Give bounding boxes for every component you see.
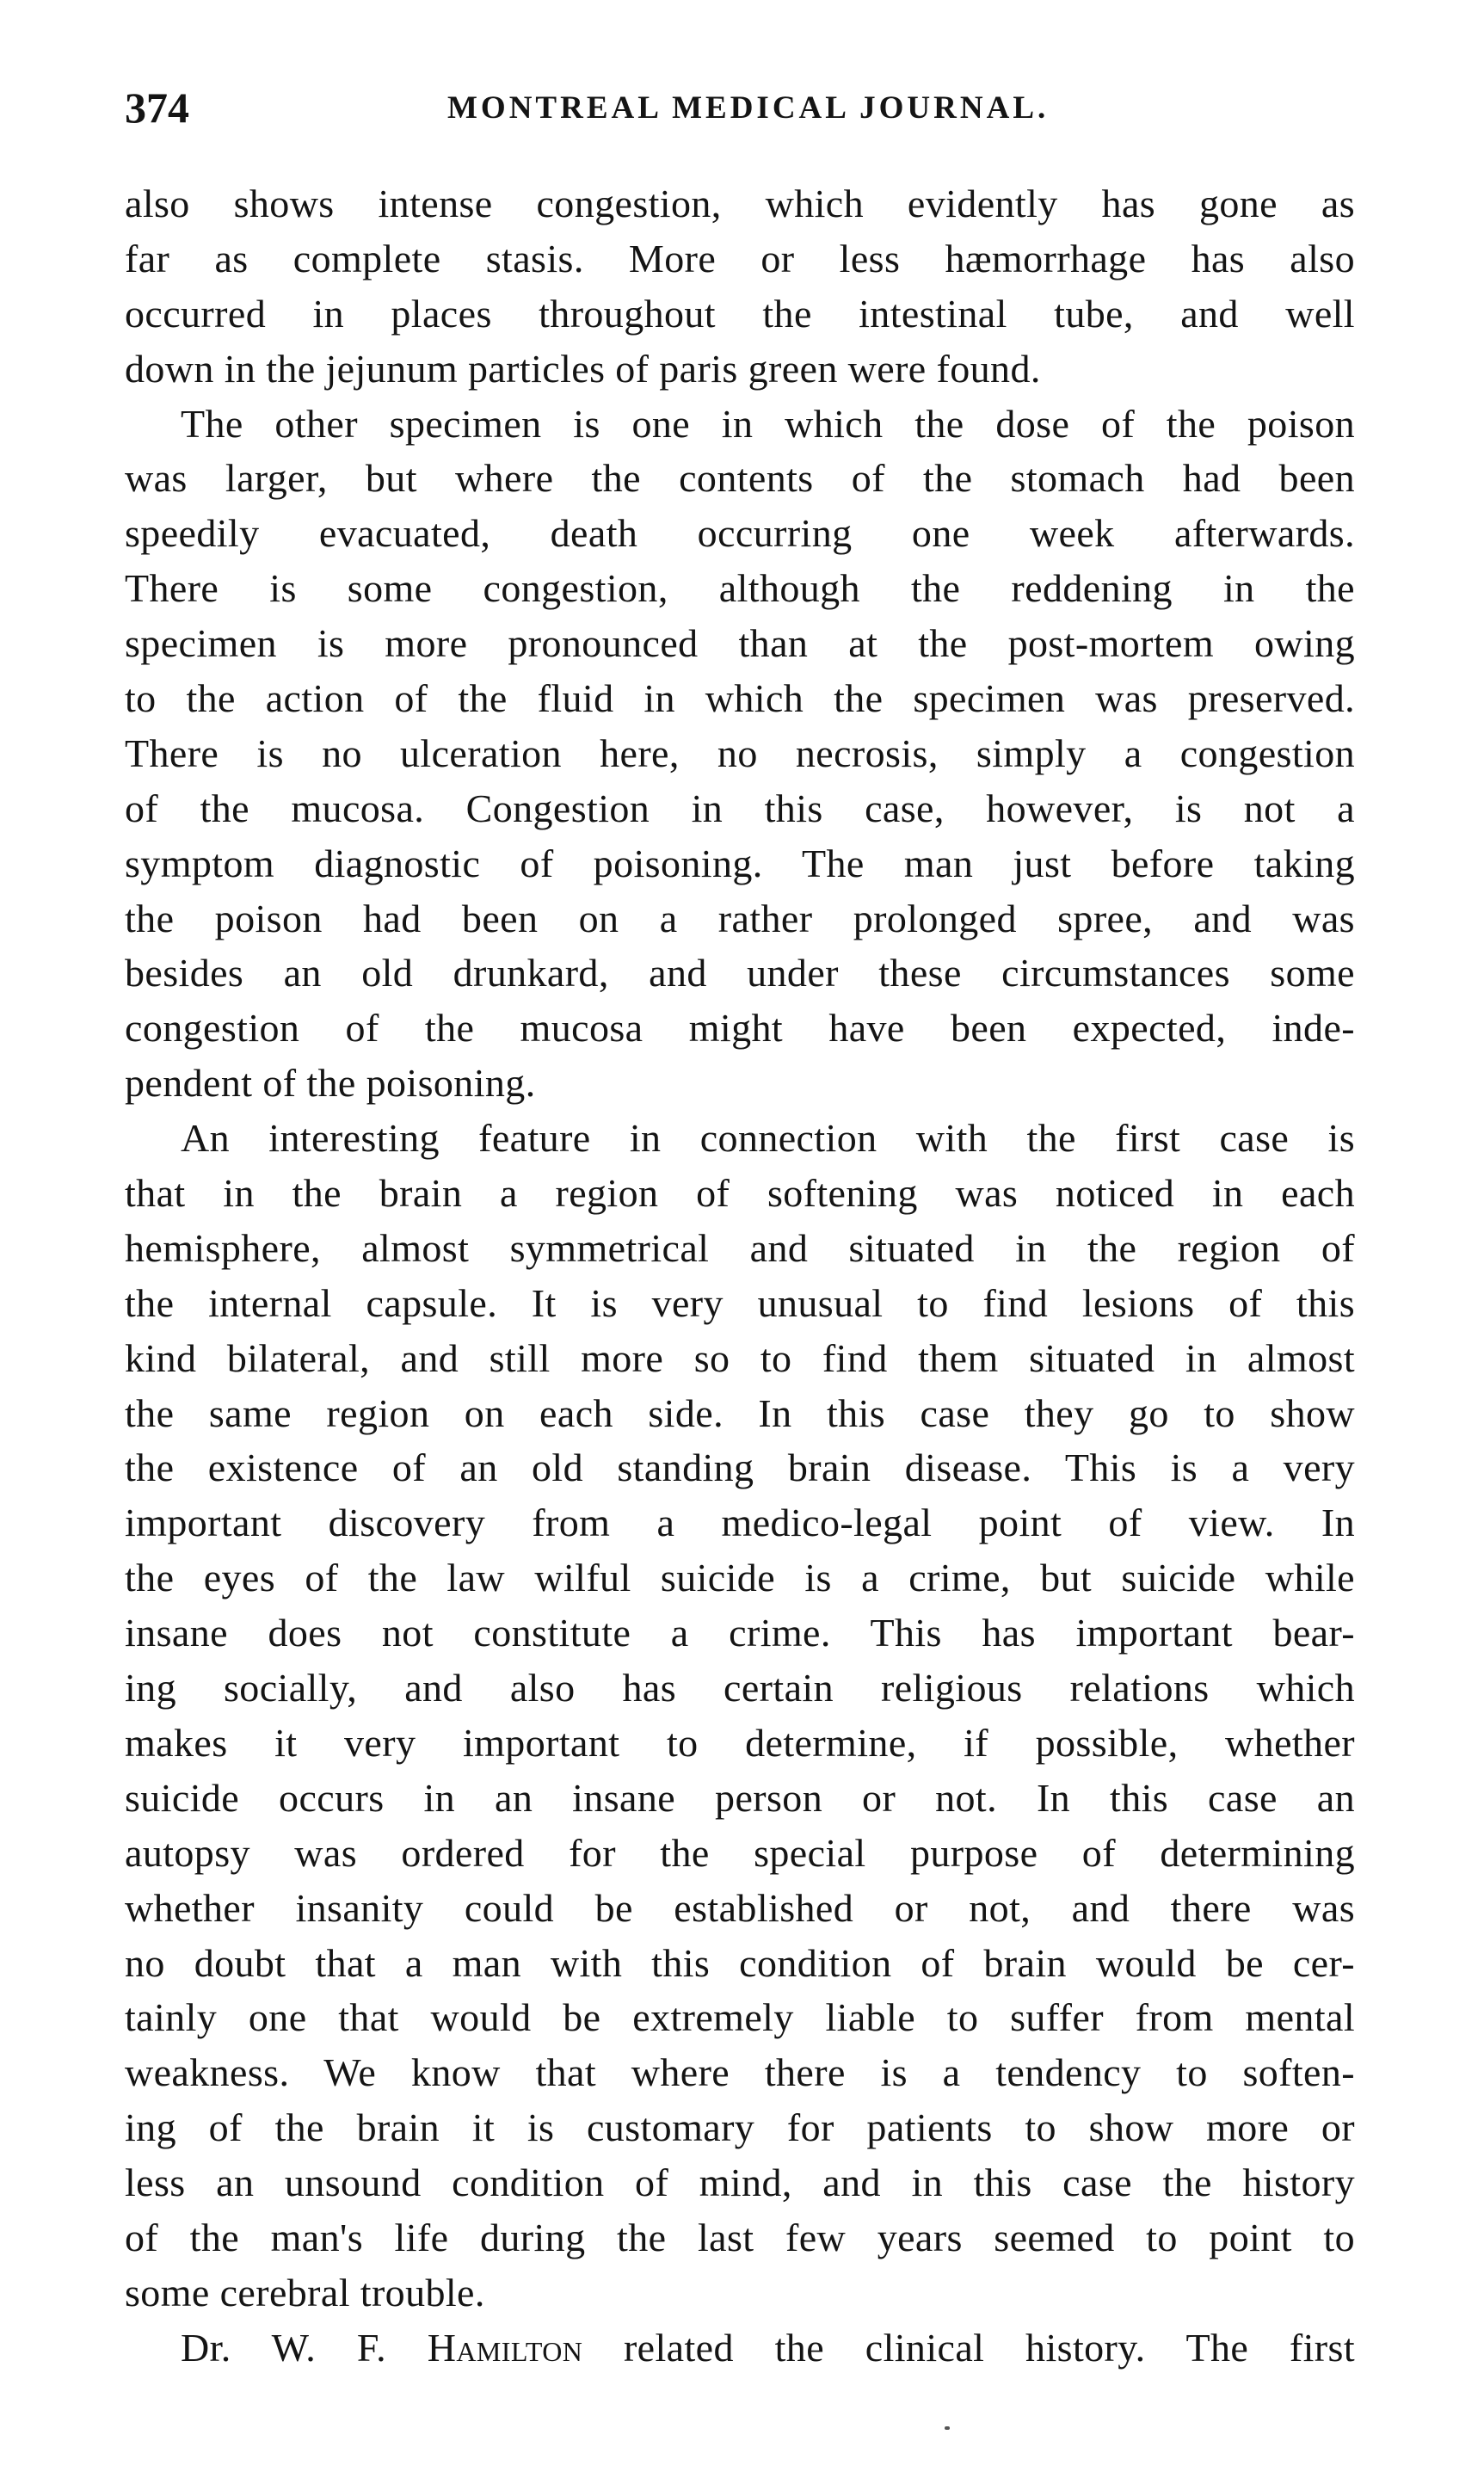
text-line: tainly one that would be extremely liable to suffer from mental [125,1995,1355,2040]
text-line: insane does not constitute a crime. This has important bear- [125,1611,1355,1655]
ink-speck [945,2426,950,2430]
text-line: was larger, but where the contents of the stomach had been [125,456,1355,501]
text-line: suicide occurs in an insane person or not. In this case an [125,1775,1355,1820]
text-line: that in the brain a region of softening was noticed in each [125,1171,1355,1216]
text-line: congestion of the mucosa might have been expected, inde- [125,1006,1355,1051]
text-line: kind bilateral, and still more so to find them situated in almost [125,1335,1355,1380]
speaker-name: Hamilton [427,2325,583,2370]
text-line: some cerebral trouble. [125,2270,485,2314]
text-line: whether insanity could be established or not, and there was [125,1885,1355,1930]
running-head: MONTREAL MEDICAL JOURNAL. [447,90,1050,126]
text-line: There is some congestion, although the reddening in the [125,566,1355,611]
text-line: the existence of an old standing brain disease. This is a very [125,1445,1355,1490]
text-line: specimen is more pronounced than at the post-mortem owing [125,621,1355,666]
speaker-prefix: Dr. W. F. [181,2325,428,2370]
text-line: symptom diagnostic of poisoning. The man just before taking [125,841,1355,885]
text-line: the same region on each side. In this case they go to show [125,1390,1355,1435]
page-header [125,82,1346,142]
text-line: to the action of the fluid in which the specimen was preserved. [125,676,1355,721]
text-line: ing socially, and also has certain religious relations which [125,1666,1355,1710]
text-line: The other specimen is one in which the dose of the poison [181,401,1355,446]
text-line: pendent of the poisoning. [125,1061,536,1106]
text-line: of the man's life during the last few years seemed to point to [125,2215,1355,2259]
text-line: occurred in places throughout the intestinal tube, and well [125,291,1355,336]
text-line: autopsy was ordered for the special purpose of determining [125,1830,1355,1875]
body-text [125,176,1355,2376]
text-line: makes it very important to determine, if possible, whether [125,1720,1355,1765]
page-number: 374 [125,83,189,132]
text-line: besides an old drunkard, and under these circumstances some [125,951,1355,995]
text-line: important discovery from a medico-legal point of view. In [125,1501,1355,1545]
text-line: down in the jejunum particles of paris green were found. [125,346,1041,391]
text-line: An interesting feature in connection with the first case is [181,1116,1355,1161]
text-line: no doubt that a man with this condition of brain would be cer- [125,1940,1355,1985]
text-line: ing of the brain it is customary for patients to show more or [125,2105,1355,2150]
text-line: far as complete stasis. More or less hæmorrhage has also [125,236,1355,280]
text-line: weakness. We know that where there is a tendency to soften- [125,2050,1355,2095]
text-line: There is no ulceration here, no necrosis, simply a congestion [125,730,1355,775]
text-line: less an unsound condition of mind, and in this case the history [125,2160,1355,2205]
text-line-final [125,2321,1355,2376]
text-line: the poison had been on a rather prolonged spree, and was [125,896,1355,940]
speaker-suffix: related the clinical history. The first [582,2325,1356,2370]
text-line: hemisphere, almost symmetrical and situated in the region of [125,1225,1355,1270]
text-line: also shows intense congestion, which evidently has gone as [125,182,1355,225]
text-line: the internal capsule. It is very unusual to find lesions of this [125,1280,1355,1325]
text-line: speedily evacuated, death occurring one week afterwards. [125,511,1355,556]
text-line: of the mucosa. Congestion in this case, however, is not a [125,786,1355,830]
text-line: the eyes of the law wilful suicide is a crime, but suicide while [125,1556,1355,1600]
